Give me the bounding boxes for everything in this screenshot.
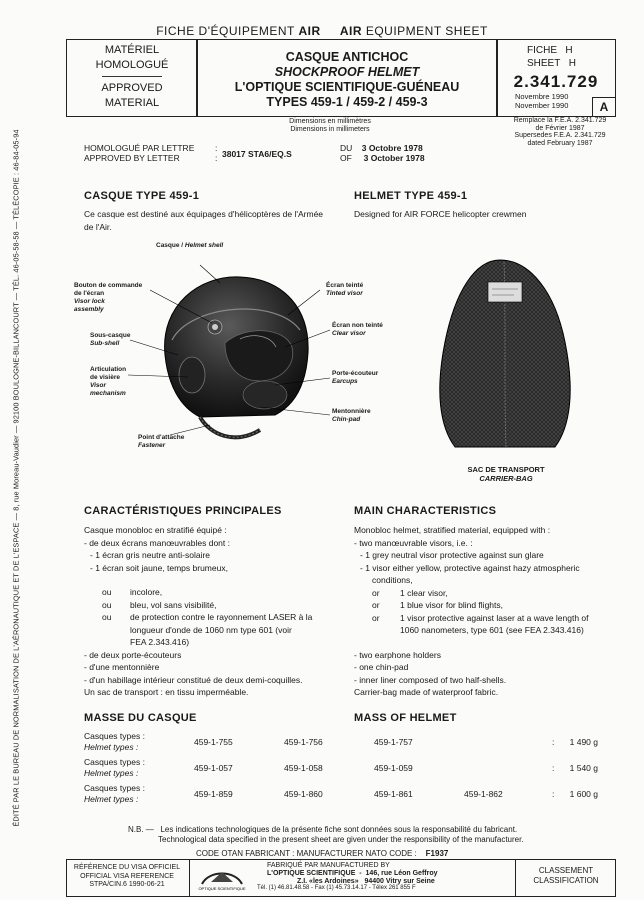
mass-row: Casques types : Helmet types : 459-1-755 459-1-756 459-1-757 : 1 490 g <box>84 731 598 752</box>
charac-en-title: MAIN CHARACTERISTICS <box>354 505 497 517</box>
dimensions-note: Dimensions en millimètres Dimensions in millimeters <box>289 118 371 133</box>
nb-note: N.B. — Les indications technologiques de la présente fiche sont données sous la responsabilité du fabricant. Technological data specified in the present sheet are given under the responsibility of the manufacturer. <box>128 825 524 844</box>
mass-row: Casques types : Helmet types : 459-1-859 459-1-860 459-1-861 459-1-862 : 1 600 g <box>84 783 598 804</box>
label-visor-mechanism: Articulation de visière Visor mechanism <box>90 366 127 397</box>
side-margin-text <box>4 60 28 895</box>
product-title-fr: CASQUE ANTICHOC <box>285 50 409 64</box>
mass-row: Casques types : Helmet types : 459-1-057 459-1-058 459-1-059 : 1 540 g <box>84 757 598 778</box>
helmet-type-title: HELMET TYPE 459-1 <box>354 190 468 202</box>
product-title-en: SHOCKPROOF HELMET <box>274 65 420 79</box>
supersedes-note: Remplace la F.E.A. 2.341.729 de Février 1987 Supersedes F.E.A. 2.341.729 dated February 1987 <box>513 117 607 147</box>
homologue-label: HOMOLOGUÉ <box>95 59 169 71</box>
date-fr: Novembre 1990 <box>515 92 569 101</box>
approval-ref: 38017 STA6/EQ.S <box>222 149 292 159</box>
publisher-line: ÉDITÉ PAR LE BUREAU DE NORMALISATION DE L'AÉRONAUTIQUE ET DE L'ESPACE — 8, rue Moreau-Vaudier — 92100 BOULOGNE-BILLANCOURT — TÉL. 46-05-58-58 — TÉLÉCOPIE : 46-84-05-94 <box>11 128 21 827</box>
mass-title-fr: MASSE DU CASQUE <box>84 712 197 724</box>
label-tinted-visor: Écran teinté Tinted visor <box>326 282 364 297</box>
approval-dates: DU 3 Octobre 1978 OF 3 October 1978 <box>340 143 425 163</box>
label-earcups: Porte-écouteur Earcups <box>332 370 379 385</box>
header-left-box <box>66 39 198 117</box>
date-en: November 1990 <box>515 100 569 110</box>
carrier-bag-illustration <box>430 252 580 457</box>
casque-type-desc: Ce casque est destiné aux équipages d'hélicoptères de l'Armée de l'Air. <box>84 209 324 232</box>
label-helmet-shell: Casque / Helmet shell <box>156 242 224 249</box>
sheet-title: FICHE D'ÉQUIPEMENT AIR AIR EQUIPMENT SHEET <box>156 24 488 38</box>
sheet-number: 2.341.729 <box>513 72 599 91</box>
mass-title-en: MASS OF HELMET <box>354 712 457 724</box>
classification-block: CLASSEMENT CLASSIFICATION <box>533 866 599 885</box>
charac-en-list: Monobloc helmet, stratified material, equipped with : - two manœuvrable visors, i.e. : - 1 grey neutral visor protective against sun glare - 1 visor either yellow, protective against hazy atmospheric conditions, or 1 clear visor, or 1 blue visor for blind flights, or 1 visor protective against laser at a wave length of 1060 nanometers, type 601 (see FEA 2.343.416) - two earphone holders - one chin-pad - inner liner composed of two half-shells. Carrier-bag made of waterproof fabric. <box>354 525 589 697</box>
logo-text: OPTIQUE SCIENTIFIQUE <box>198 886 246 891</box>
label-visor-lock: Bouton de commande de l'écran Visor lock assembly <box>74 282 143 313</box>
casque-type-title: CASQUE TYPE 459-1 <box>84 190 200 202</box>
label-sub-shell: Sous-casque Sub-shell <box>90 332 131 347</box>
approval-colons: : : <box>215 143 218 163</box>
manufacturer-name: L'OPTIQUE SCIENTIFIQUE-GUÉNEAU <box>234 80 460 94</box>
label-clear-visor: Écran non teinté Clear visor <box>332 322 383 337</box>
fiche-label: FICHE <box>527 45 557 56</box>
approval-label-en: APPROVED BY LETTER <box>84 153 180 163</box>
label-carrier-bag: SAC DE TRANSPORT CARRIER-BAG <box>467 465 545 483</box>
nato-code: CODE OTAN FABRICANT : MANUFACTURER NATO CODE : F1937 <box>196 849 449 858</box>
materiel-label: MATÉRIEL <box>104 44 160 56</box>
visa-block: RÉFÉRENCE DU VISA OFFICIEL OFFICIAL VISA REFERENCE STPA/CIN.6 1990-06-21 <box>73 864 181 888</box>
approval-block <box>84 143 194 163</box>
header-right-box: FICHE H SHEET H 2.341.729 Novembre 1990 November 1990 A <box>496 39 616 117</box>
revision-badge: A <box>592 97 615 116</box>
label-fastener: Point d'attache Fastener <box>138 434 185 449</box>
charac-fr-list: Casque monobloc en stratifié équipé : - de deux écrans manœuvrables dont : - 1 écran gris neutre anti-solaire - 1 écran soit jaune, temps brumeux, ou incolore, ou bleu, vol sans visibilité, ou de protection contre le rayonnement LASER à la longueur d'onde de 1060 nm type 601 (voir FEA 2.343.416) - de deux porte-écouteurs - d'une mentonnière - d'un habillage intérieur constitué de deux demi-coquilles. Un sac de transport : en tissu imperméable. <box>84 525 313 697</box>
label-chin-pad: Mentonnière Chin-pad <box>332 408 371 423</box>
approved-label: APPROVED <box>101 82 163 94</box>
helmet-illustration <box>60 235 360 465</box>
product-types: TYPES 459-1 / 459-2 / 459-3 <box>266 95 428 109</box>
header-center-box <box>196 39 498 117</box>
material-label: MATERIAL <box>104 97 160 109</box>
approval-label-fr: HOMOLOGUÉ PAR LETTRE <box>84 143 195 153</box>
manufacturer-logo <box>197 864 247 892</box>
footer <box>66 859 616 897</box>
charac-fr-title: CARACTÉRISTIQUES PRINCIPALES <box>84 505 282 517</box>
sheet-label: SHEET <box>527 58 561 69</box>
helmet-type-desc: Designed for AIR FORCE helicopter crewmen <box>354 209 527 219</box>
manufacturer-block: FABRIQUÉ PAR MANUFACTURED BY L'OPTIQUE SCIENTIFIQUE - 146, rue Léon Geffroy Z.I. «les Ardoines» 94400 Vitry sur Seine Tél. (1) 46.81.48.58 - Fax (1) 45.73.14.17 - Télex 261 855 F <box>257 862 438 892</box>
